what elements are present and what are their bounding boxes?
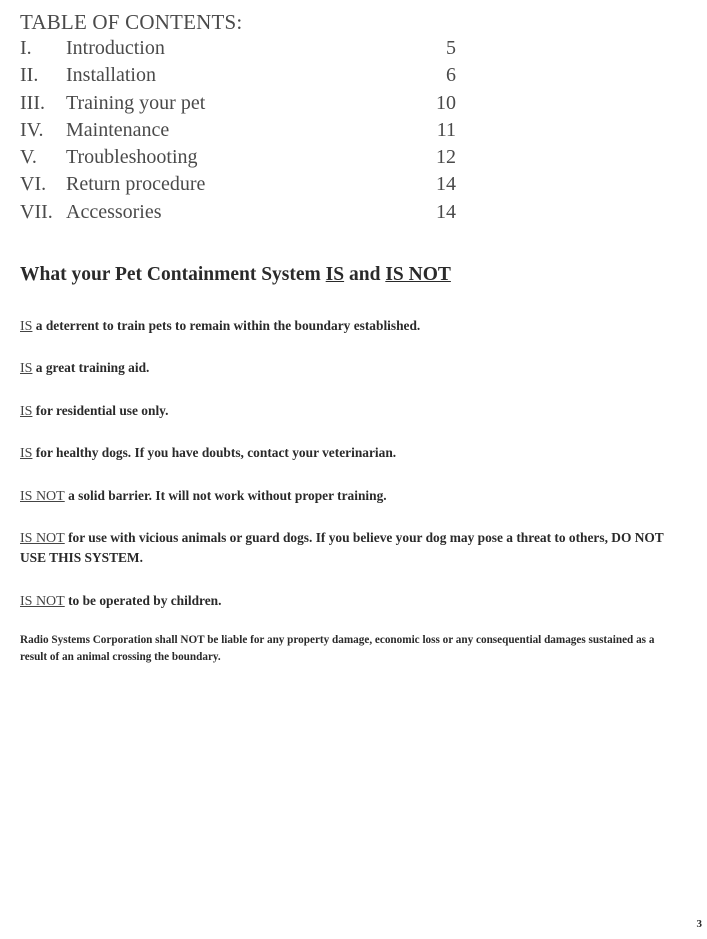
- statement-text: a great training aid.: [32, 360, 150, 375]
- section-heading-is-not: IS NOT: [385, 264, 451, 285]
- statement-keyword: IS: [20, 361, 33, 376]
- toc-entry-page: 14: [436, 173, 456, 196]
- toc-entry-page: 6: [446, 64, 456, 87]
- disclaimer: Radio Systems Corporation shall NOT be liable for any property damage, economic loss or any consequential damages sustained as a result of an animal crossing the boundary.: [20, 634, 655, 663]
- statement: [20, 401, 690, 421]
- statement-keyword: IS NOT: [20, 594, 65, 609]
- section-heading-is: IS: [325, 264, 345, 285]
- toc-entry-number: V.: [20, 146, 37, 169]
- statement-text: for healthy dogs. If you have doubts, contact your veterinarian.: [32, 445, 397, 460]
- toc-entry-title: Accessories: [66, 200, 162, 223]
- toc-entry-title: Installation: [66, 64, 156, 87]
- toc-entry-number: IV.: [20, 118, 44, 141]
- toc-entry-number: VII.: [20, 200, 53, 223]
- statement-keyword: IS NOT: [20, 489, 65, 504]
- section-heading: [20, 264, 451, 286]
- toc-entry-number: VI.: [20, 173, 47, 196]
- toc-entry-page: 10: [436, 91, 456, 114]
- toc-entry: [20, 64, 460, 91]
- section-heading-and: and: [344, 264, 386, 285]
- toc-entry-title: Training your pet: [66, 91, 206, 114]
- statement-keyword: IS NOT: [20, 531, 65, 546]
- toc-entry-number: II.: [20, 64, 39, 87]
- toc-entry: [20, 119, 460, 146]
- statement-text: a solid barrier. It will not work without proper training.: [64, 488, 387, 503]
- toc-heading: TABLE OF CONTENTS:: [20, 10, 243, 34]
- toc-entry: [20, 37, 460, 64]
- statement-text: a deterrent to train pets to remain within the boundary established.: [32, 318, 421, 333]
- toc-entry-page: 12: [436, 146, 456, 169]
- toc-entry-title: Return procedure: [66, 173, 206, 196]
- toc-entry-title: Troubleshooting: [66, 146, 198, 169]
- statement: [20, 443, 690, 463]
- statement-text: for residential use only.: [32, 403, 169, 418]
- statement: [20, 528, 690, 567]
- toc-entry-title: Introduction: [66, 37, 165, 59]
- toc-entry: [20, 173, 460, 200]
- toc-entry-number: I.: [20, 37, 32, 59]
- toc-entry: [20, 92, 460, 119]
- statement: [20, 316, 690, 336]
- statement-keyword: IS: [20, 404, 33, 419]
- statement: [20, 358, 690, 378]
- statement-keyword: IS: [20, 446, 33, 461]
- section-heading-prefix: What your Pet Containment System: [20, 264, 326, 285]
- toc-entry-number: III.: [20, 91, 45, 114]
- statement-text: to be operated by children.: [64, 593, 222, 608]
- toc-entry-page: 5: [446, 37, 456, 59]
- statement-keyword: IS: [20, 319, 33, 334]
- toc-entry-page: 11: [436, 118, 456, 141]
- toc-entry-page: 14: [436, 200, 456, 223]
- toc-entry: [20, 201, 460, 228]
- toc-entry-title: Maintenance: [66, 118, 170, 141]
- toc-list: [20, 37, 460, 228]
- page-number: 3: [696, 918, 702, 930]
- toc-entry: [20, 146, 460, 173]
- statement: [20, 486, 690, 506]
- statement-text: for use with vicious animals or guard dogs. If you believe your dog may pose a threat to others, DO NOT USE THIS SYSTEM.: [20, 530, 664, 565]
- statement: [20, 591, 690, 611]
